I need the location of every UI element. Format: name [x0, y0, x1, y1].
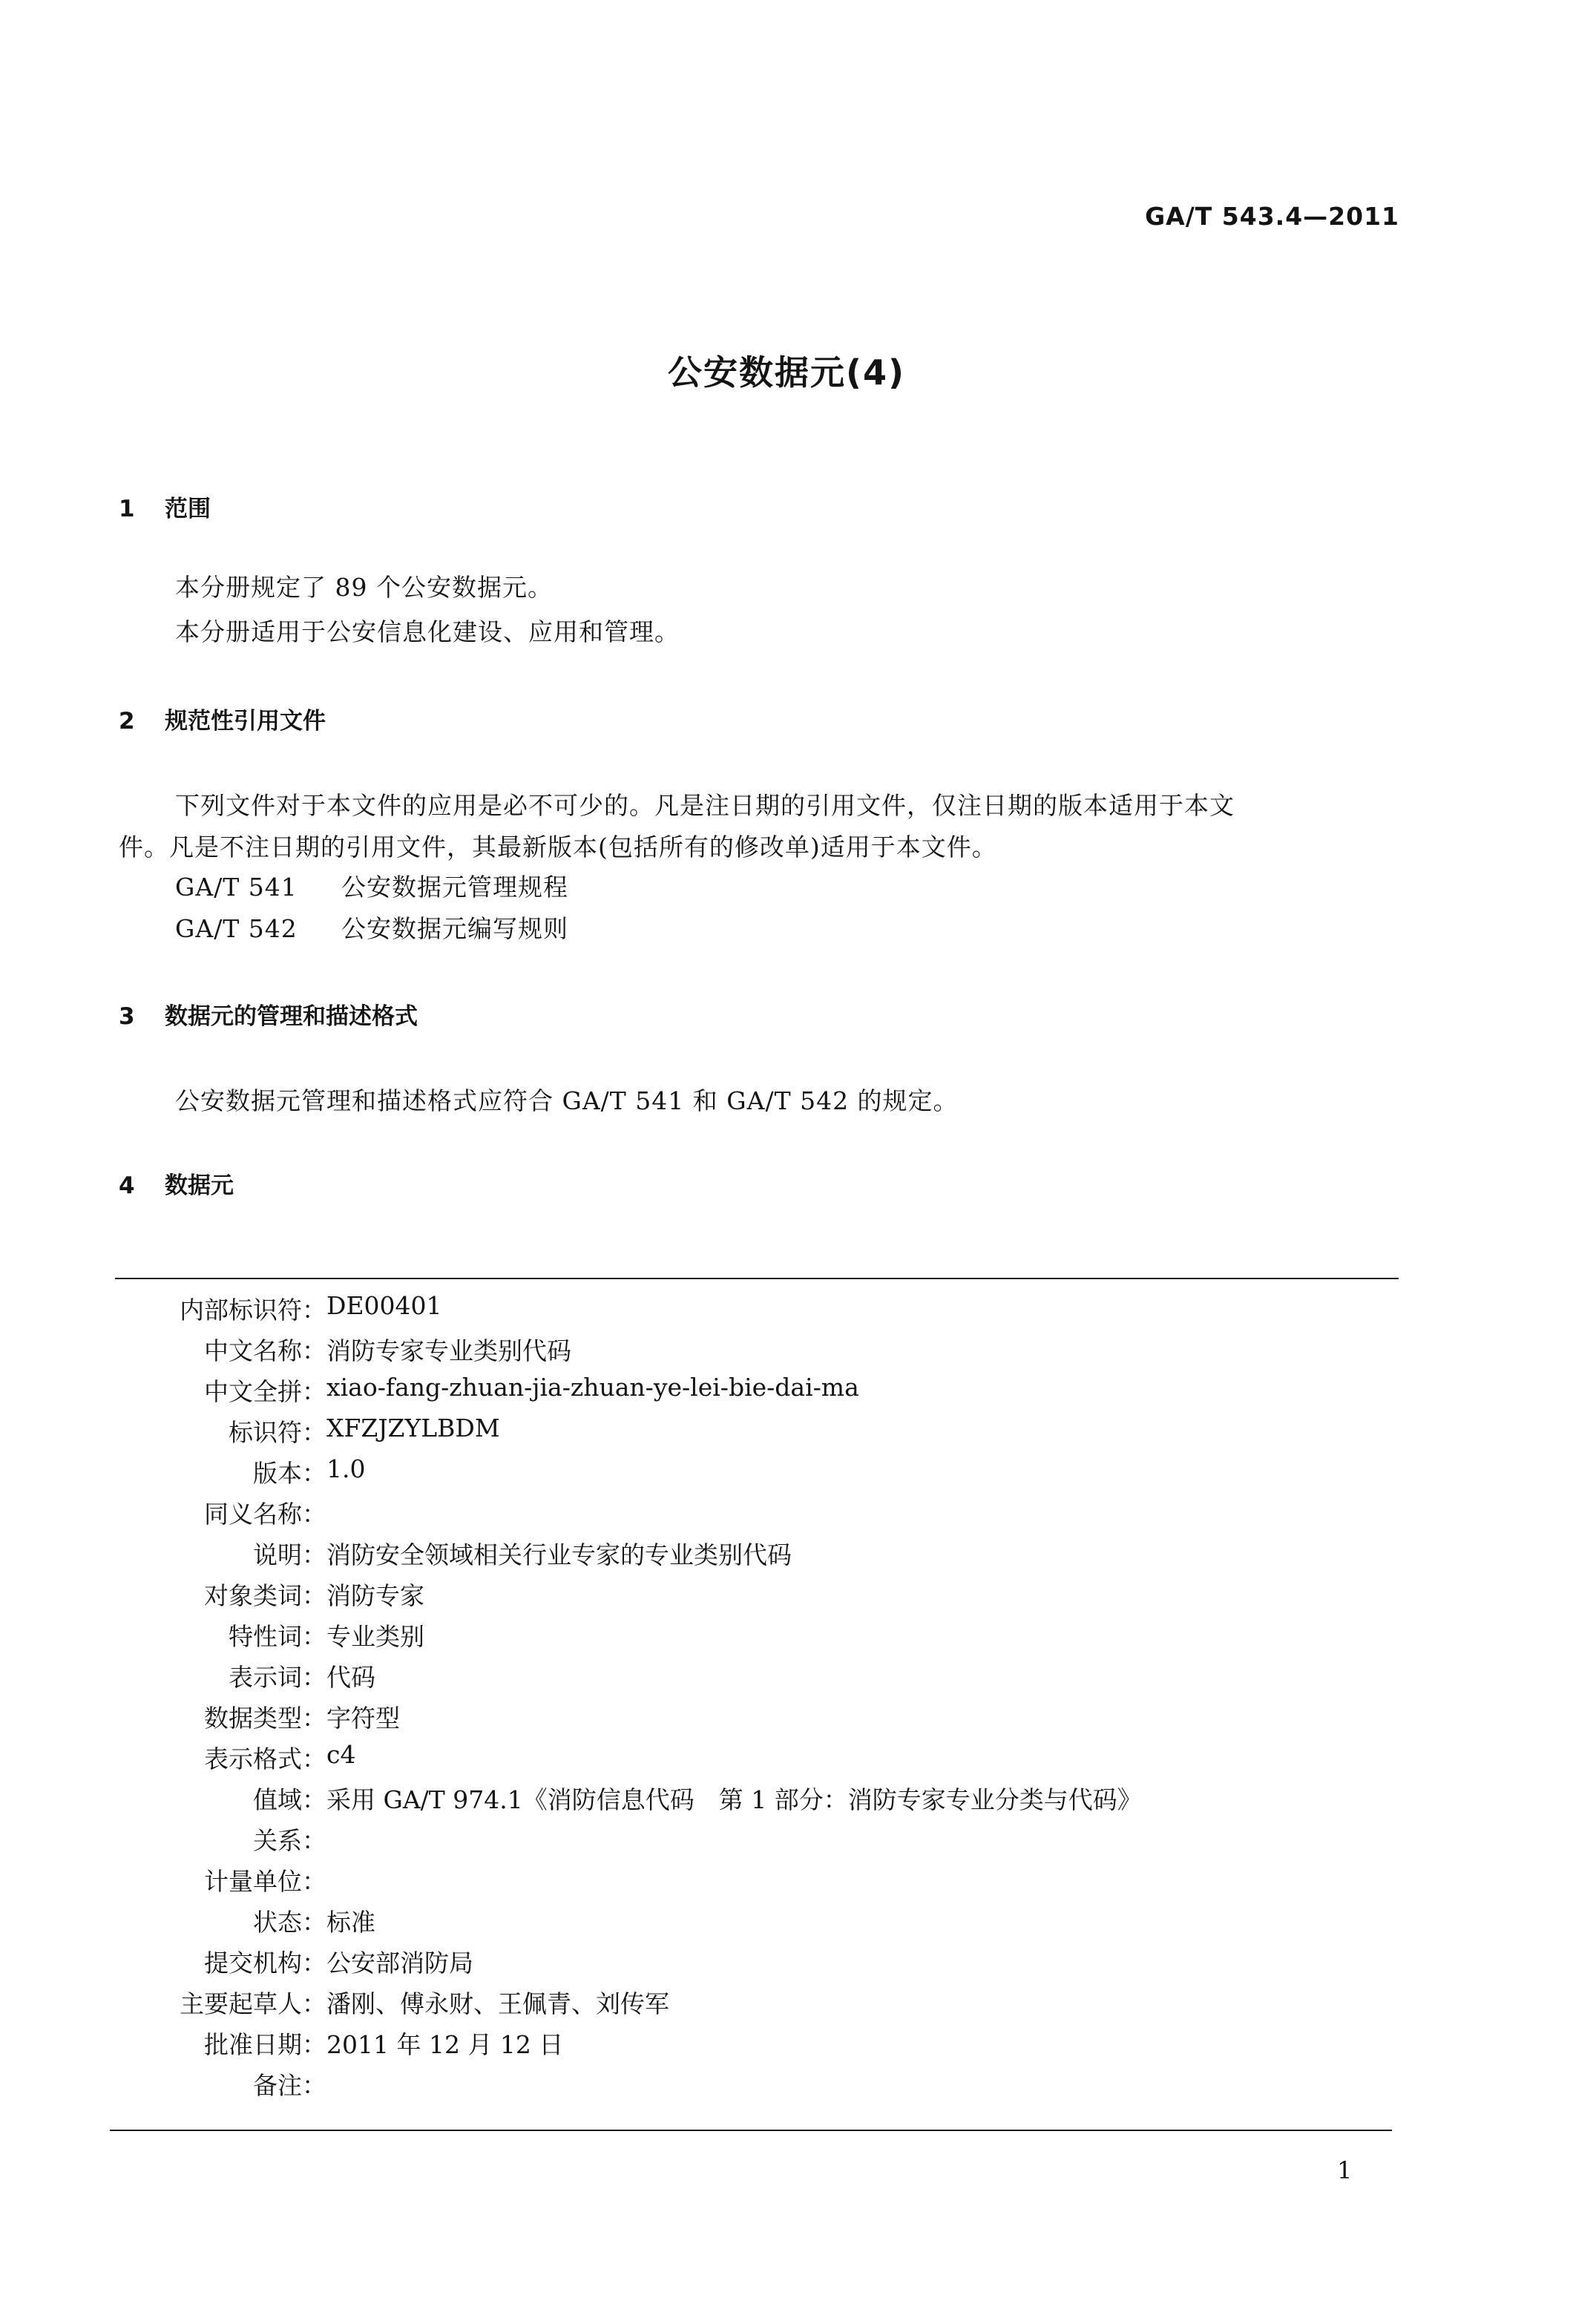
section-2-paragraph-line-1: 下列文件对于本文件的应用是必不可少的。凡是注日期的引用文件，仅注日期的版本适用于本文 [175, 791, 1235, 820]
field-value: 消防专家专业类别代码 [326, 1336, 571, 1365]
field-value: 潘刚、傅永财、王佩青、刘传军 [326, 1989, 669, 2018]
field-value: xiao-fang-zhuan-jia-zhuan-ye-lei-bie-dai-ma [326, 1373, 859, 1402]
data-element-row [0, 1781, 1573, 1814]
field-value: 消防专家 [326, 1581, 424, 1610]
field-label: 数据类型： [204, 1704, 326, 1733]
field-value: 标准 [326, 1908, 375, 1937]
field-value: 消防安全领域相关行业专家的专业类别代码 [326, 1540, 792, 1569]
section-title: 数据元 [165, 1172, 234, 1199]
data-element-row [0, 1577, 1573, 1610]
document-title: 公安数据元(4) [667, 352, 906, 393]
data-element-row [0, 1862, 1573, 1896]
field-label: 中文名称： [204, 1336, 326, 1365]
data-element-row [0, 1332, 1573, 1365]
field-label: 批准日期： [204, 2030, 326, 2059]
field-label: 主要起草人： [180, 1989, 326, 2018]
field-value: c4 [326, 1740, 356, 1769]
field-label: 提交机构： [204, 1949, 326, 1977]
section-4-heading [119, 1166, 234, 1200]
section-1-heading [119, 490, 211, 523]
data-element-row [0, 2026, 1573, 2059]
data-element-row [0, 1373, 1573, 1406]
data-element-row [0, 1291, 1573, 1325]
section-2-paragraph-line-2: 件。凡是不注日期的引用文件，其最新版本(包括所有的修改单)适用于本文件。 [119, 833, 997, 861]
field-value: 1.0 [326, 1454, 366, 1483]
field-value: 专业类别 [326, 1622, 424, 1651]
reference-item [175, 910, 568, 945]
field-label: 值域： [253, 1785, 326, 1814]
field-label: 同义名称： [204, 1500, 326, 1529]
section-number: 3 [119, 1003, 135, 1030]
field-label: 对象类词： [204, 1581, 326, 1610]
section-number: 1 [119, 496, 135, 522]
data-element-row [0, 1822, 1573, 1855]
table-bottom-rule [110, 2130, 1392, 2131]
field-label: 版本： [253, 1459, 326, 1488]
field-value: 公安部消防局 [326, 1949, 473, 1977]
reference-code: GA/T 542 [175, 914, 298, 943]
field-value: 采用 GA/T 974.1《消防信息代码 第 1 部分：消防专家专业分类与代码》 [326, 1785, 1142, 1814]
field-label: 标识符： [229, 1418, 326, 1447]
reference-title: 公安数据元管理规程 [341, 873, 568, 902]
data-element-row [0, 1985, 1573, 2018]
section-number: 2 [119, 708, 135, 735]
field-label: 关系： [253, 1826, 326, 1855]
section-1-paragraph-1: 本分册规定了 89 个公安数据元。 [175, 573, 553, 602]
field-label: 表示格式： [204, 1744, 326, 1773]
data-element-row [0, 1536, 1573, 1569]
field-label: 中文全拼： [204, 1377, 326, 1406]
section-title: 数据元的管理和描述格式 [165, 1003, 418, 1030]
data-element-row [0, 1944, 1573, 1977]
section-number: 4 [119, 1172, 135, 1199]
section-3-paragraph: 公安数据元管理和描述格式应符合 GA/T 541 和 GA/T 542 的规定。 [175, 1086, 959, 1115]
data-element-row [0, 1903, 1573, 1937]
field-label: 说明： [253, 1540, 326, 1569]
section-2-heading [119, 702, 326, 735]
data-element-row [0, 1414, 1573, 1447]
table-top-rule [115, 1278, 1399, 1279]
section-title: 范围 [165, 496, 211, 522]
reference-item [175, 868, 568, 903]
field-label: 计量单位： [204, 1867, 326, 1896]
field-value: 字符型 [326, 1704, 400, 1733]
field-label: 备注： [253, 2071, 326, 2100]
field-value: DE00401 [326, 1291, 442, 1320]
data-element-row [0, 1699, 1573, 1733]
field-value: 2011 年 12 月 12 日 [326, 2030, 564, 2059]
field-value: XFZJZYLBDM [326, 1414, 500, 1442]
document-number: GA/T 543.4—2011 [1145, 202, 1399, 231]
reference-code: GA/T 541 [175, 873, 298, 902]
section-title: 规范性引用文件 [165, 708, 326, 735]
field-value: 代码 [326, 1663, 375, 1692]
field-label: 状态： [253, 1908, 326, 1937]
data-element-row [0, 1454, 1573, 1488]
section-3-heading [119, 997, 418, 1031]
data-element-row [0, 1495, 1573, 1529]
data-element-row [0, 1618, 1573, 1651]
field-label: 表示词： [229, 1663, 326, 1692]
section-1-paragraph-2: 本分册适用于公安信息化建设、应用和管理。 [175, 617, 680, 646]
field-label: 内部标识符： [180, 1296, 326, 1325]
data-element-row [0, 2067, 1573, 2100]
field-label: 特性词： [229, 1622, 326, 1651]
data-element-row [0, 1740, 1573, 1773]
data-element-row [0, 1658, 1573, 1692]
page-number: 1 [1337, 2156, 1353, 2185]
reference-title: 公安数据元编写规则 [341, 914, 568, 943]
